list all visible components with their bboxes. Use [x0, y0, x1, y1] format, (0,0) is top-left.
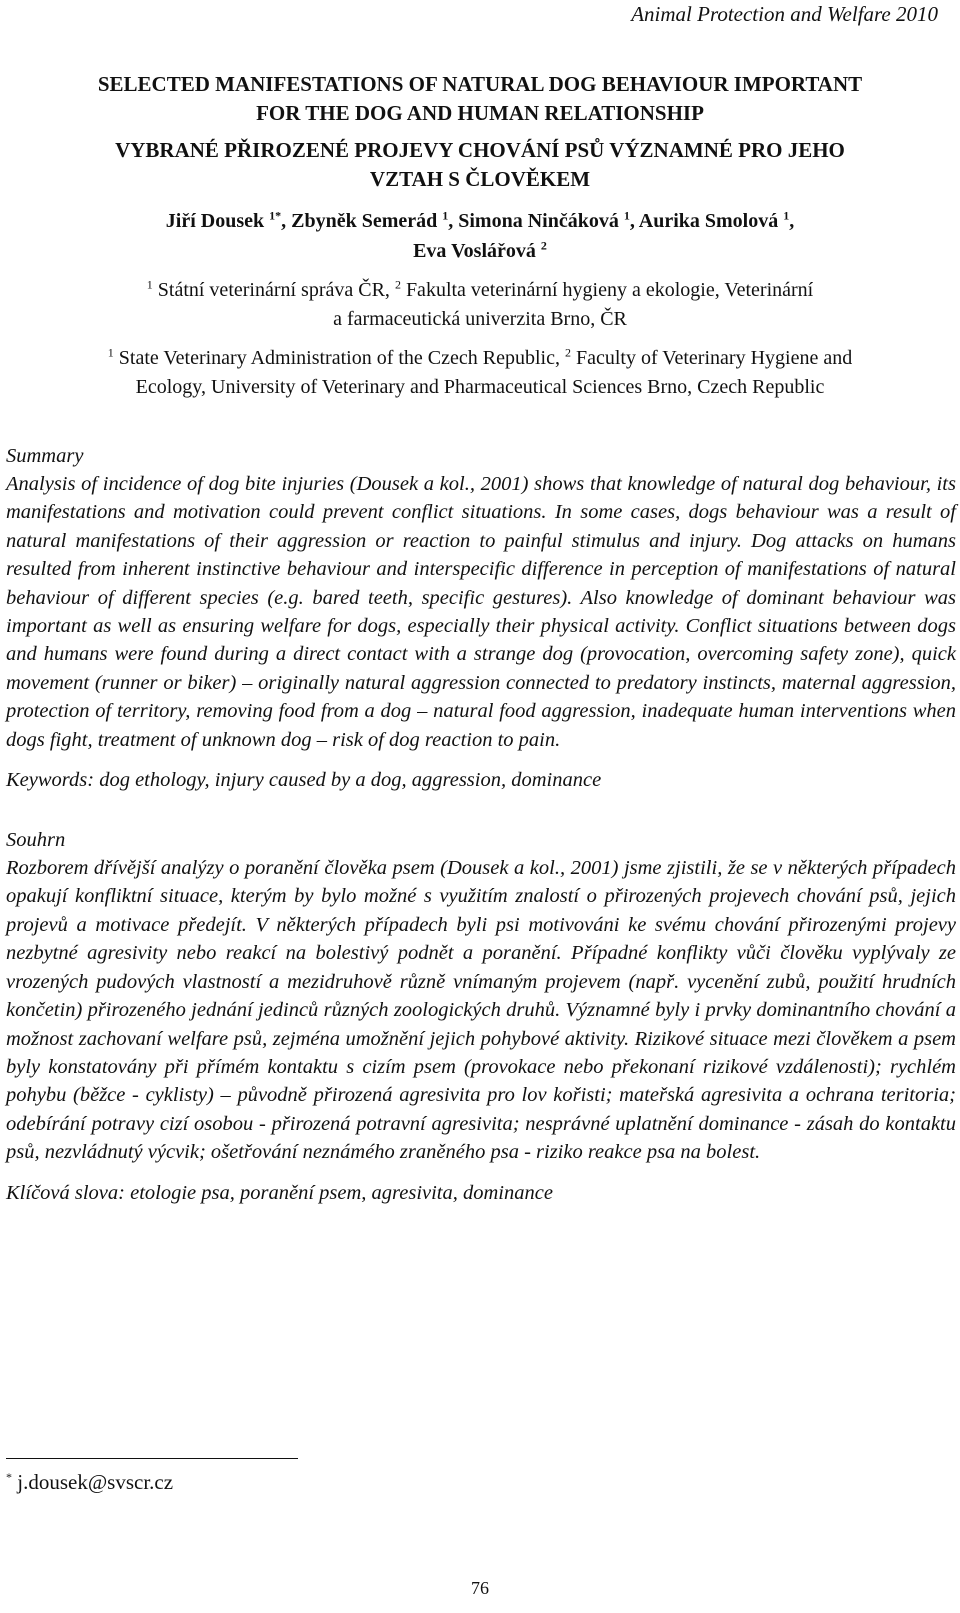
author-list: [0, 206, 960, 266]
author-affiliation-mark: 1*: [269, 208, 282, 223]
summary-keywords: Keywords: dog ethology, injury caused by a dog, aggression, dominance: [6, 769, 602, 792]
affiliations-czech: [0, 276, 960, 334]
affiliation-english-line-1: $^1$ State Veterinary Administration of the Czech Republic, $^2$ Faculty of Veterinary Hygiene and: [107, 345, 853, 369]
title-czech-line-2: VZTAH S ČLOVĚKEM: [369, 167, 591, 191]
affiliation-czech-line-1: $^1$ Státní veterinární správa ČR, $^2$ Fakulta veterinární hygieny a ekologie, Veterinární: [146, 277, 814, 301]
affiliation-czech-line-2: a farmaceutická univerzita Brno, ČR: [333, 308, 627, 330]
footnote: [6, 1470, 173, 1495]
abstract-body: [6, 442, 956, 1207]
journal-header: Animal Protection and Welfare 2010: [631, 2, 938, 26]
souhrn-text: Rozborem dřívější analýzy o poranění člověka psem (Dousek a kol., 2001) jsme zjistili, že se v některých případech opakují konfliktní situace, kterým by bylo možné s využitím znalostí o přirozených projevech chování psů, jejich projevů a motivace předejít. V některých případech byli psi motivováni ke svému chování přirozenými projevy nezbytné agresivity nebo reakcí na bolestivý podnět a poranění. Případné konflikty vůči člověku vyplývaly ze vrozených pudových vlastností a mezidruhově různě vnímaným projevem (např. vycenění zubů, použití hrudních končetin) přirozeného jednání jedinců různých zoologických druhů. Významné byly i prvky dominantního chování a možnost zachovaní welfare psů, zejména umožnění jejich pohybové aktivity. Rizikové situace mezi člověkem a psem byly konstatovány při přímém kontaktu s cizím psem (provokace nebo překonaní rizikové vzdálenosti); rychlém pohybu (běžce - cyklisty) – původně přirozená agresivita pro lov kořisti; mateřská agresivita a ochrana teritoria; odebírání potravy cizí osobou - přirozená potravní agresivita; nesprávné uplatnění dominance - zásah do kontaktu psů, nezvládnutý výcvik; ošetřování neznámého zraněného psa - riziko reakce psa na bolest.: [6, 857, 956, 1164]
footnote-email: j.dousek@svscr.cz: [17, 1470, 174, 1494]
author-line-2: [0, 236, 960, 266]
author-name: Jiří Dousek: [165, 210, 265, 232]
footnote-divider: [6, 1458, 298, 1459]
title-english: [0, 70, 960, 128]
author-affiliation-mark: 2: [540, 238, 547, 253]
author-affiliation-mark: 1: [442, 208, 449, 223]
author-name: Zbyněk Semerád: [291, 210, 438, 232]
affiliation-english-line-2: Ecology, University of Veterinary and Pharmaceutical Sciences Brno, Czech Republic: [135, 376, 825, 398]
author-line-1: Jiří Dousek $^{1*}$, Zbyněk Semerád $^1$, Simona Ninčáková $^1$, Aurika Smolová $^1$,: [165, 208, 795, 232]
summary-heading: Summary: [6, 445, 84, 467]
title-czech-line-1: VYBRANÉ PŘIROZENÉ PROJEVY CHOVÁNÍ PSŮ VÝZNAMNÉ PRO JEHO: [115, 138, 845, 162]
title-english-line-2: FOR THE DOG AND HUMAN RELATIONSHIP: [256, 101, 704, 125]
page-number: 76: [471, 1578, 489, 1598]
author-affiliation-mark: 1: [783, 208, 790, 223]
title-czech: [0, 136, 960, 194]
author-name: Eva Voslářová: [413, 240, 536, 262]
author-name: Simona Ninčáková: [458, 210, 619, 232]
author-affiliation-mark: 1: [623, 208, 630, 223]
author-name: Aurika Smolová: [638, 210, 779, 232]
footnote-mark: *: [6, 1470, 12, 1484]
souhrn-heading: Souhrn: [6, 829, 66, 852]
title-english-line-1: SELECTED MANIFESTATIONS OF NATURAL DOG BEHAVIOUR IMPORTANT: [97, 72, 863, 96]
title-block: [0, 70, 960, 402]
summary-text: Analysis of incidence of dog bite injuries (Dousek a kol., 2001) shows that knowledge of natural dog behaviour, its manifestations and motivation could prevent conflict situations. In some cases, dogs behaviour was a result of natural manifestations of their aggression or reaction to painful stimulus and injury. Dog attacks on humans resulted from inherent instinctive behaviour and interspecific difference in perception of manifestations of natural behaviour of different species (e.g. bared teeth, specific gestures). Also knowledge of dominant behaviour was important as well as ensuring welfare for dogs, especially their physical activity. Conflict situations between dogs and humans were found during a direct contact with a strange dog (provocation, overcoming safety zone), quick movement (runner or biker) – originally natural aggression connected to predatory instincts, maternal aggression, protection of territory, removing food from a dog – natural food aggression, inadequate human interventions when dogs fight, treatment of unknown dog – risk of dog reaction to pain.: [6, 473, 956, 751]
souhrn-keywords: Klíčová slova: etologie psa, poranění psem, agresivita, dominance: [6, 1181, 553, 1204]
affiliations-english: [0, 344, 960, 402]
